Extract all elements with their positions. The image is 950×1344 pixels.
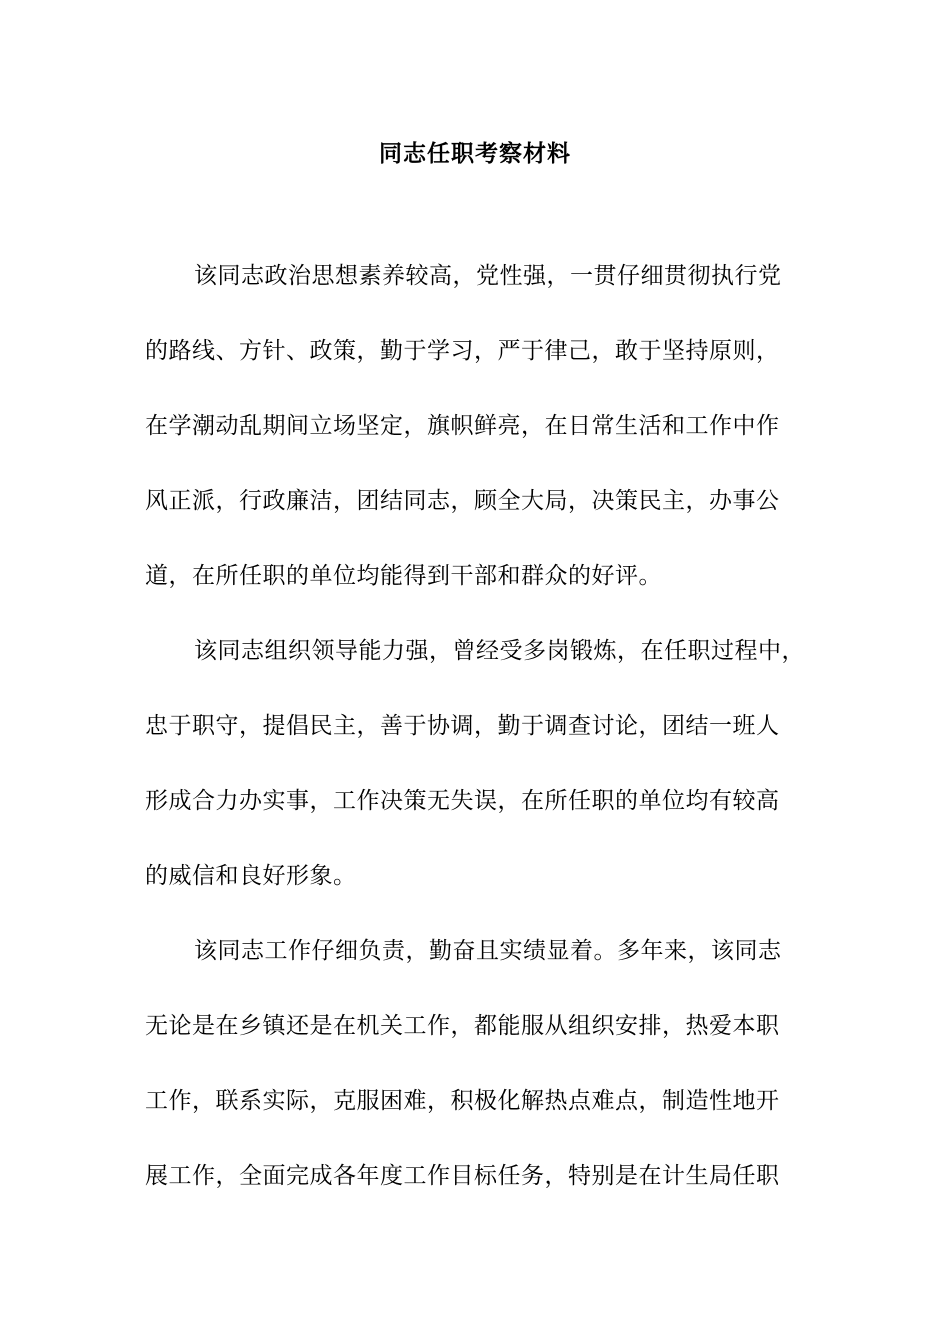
- text-line: 形成合力办实事，工作决策无失误，在所任职的单位均有较高: [145, 788, 780, 814]
- text-line: 的威信和良好形象。: [145, 863, 357, 889]
- text-line: 忠于职守，提倡民主，善于协调，勤于调查讨论，团结一班人: [145, 713, 780, 739]
- paragraph-2: [145, 631, 817, 931]
- document-body: [145, 256, 817, 1231]
- text-line: 在学潮动乱期间立场坚定，旗帜鲜亮，在日常生活和工作中作: [145, 413, 780, 439]
- paragraph-1: [145, 256, 817, 631]
- text-line: 工作，联系实际，克服困难，积极化解热点难点，制造性地开: [145, 1088, 780, 1114]
- text-line: 道，在所任职的单位均能得到干部和群众的好评。: [145, 563, 662, 589]
- text-line: 无论是在乡镇还是在机关工作，都能服从组织安排，热爱本职: [145, 1013, 780, 1039]
- text-line: 的路线、方针、政策，勤于学习，严于律己，敢于坚持原则，: [145, 338, 780, 364]
- text-line: 展工作，全面完成各年度工作目标任务，特别是在计生局任职: [145, 1163, 780, 1189]
- text-line: 该同志政治思想素养较高，党性强，一贯仔细贯彻执行党: [194, 263, 782, 289]
- text-line: 该同志工作仔细负责，勤奋且实绩显着。多年来，该同志: [194, 938, 782, 964]
- document-title: 同志任职考察材料: [379, 140, 571, 167]
- text-line: 风正派，行政廉洁，团结同志，顾全大局，决策民主，办事公: [145, 488, 780, 514]
- paragraph-3: [145, 931, 817, 1231]
- text-line: 该同志组织领导能力强，曾经受多岗锻炼，在任职过程中，: [194, 638, 805, 664]
